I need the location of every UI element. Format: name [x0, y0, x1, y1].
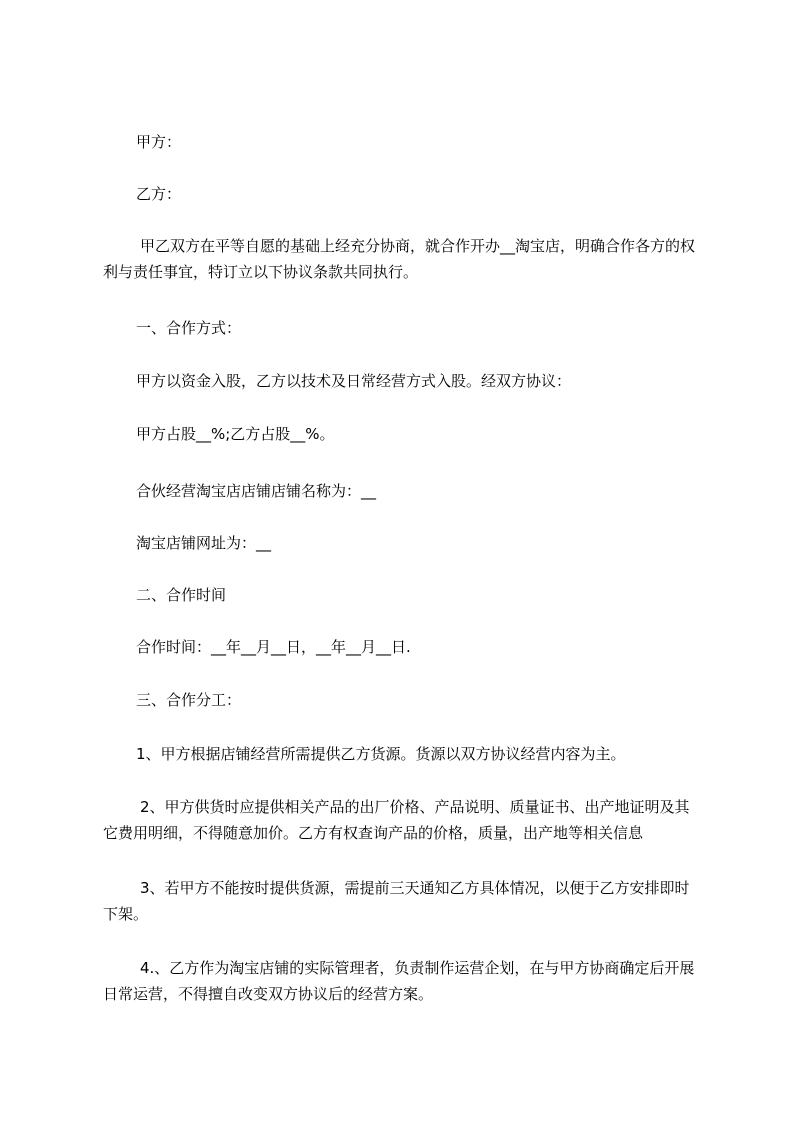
- intro-paragraph: 甲乙双方在平等自愿的基础上经充分协商，就合作开办__淘宝店，明确合作各方的权利与责任事宜，特订立以下协议条款共同执行。: [103, 237, 696, 281]
- section3-item-1: 1、甲方根据店铺经营所需提供乙方货源。货源以双方协议经营内容为主。: [136, 745, 626, 763]
- party-a-line: 甲方：: [136, 133, 182, 151]
- section1-paragraph-2: 甲方占股__%;乙方占股__%。: [136, 425, 335, 443]
- section3-title: 三、合作分工：: [136, 691, 242, 709]
- section1-paragraph-3: 合伙经营淘宝店店铺店铺名称为：__: [136, 482, 377, 500]
- party-b-line: 乙方：: [136, 185, 182, 203]
- section2-paragraph-1: 合作时间：__年__月__日，__年__月__日.: [136, 638, 411, 656]
- section1-paragraph-1: 甲方以资金入股，乙方以技术及日常经营方式入股。经双方协议：: [136, 372, 572, 390]
- section1-paragraph-4: 淘宝店铺网址为：__: [136, 534, 272, 552]
- section3-item-4: 4.、乙方作为淘宝店铺的实际管理者，负责制作运营企划，在与甲方协商确定后开展日常运营，不得擅自改变双方协议后的经营方案。: [103, 959, 695, 1003]
- section3-item-2: 2、甲方供货时应提供相关产品的出厂价格、产品说明、质量证书、出产地证明及其它费用明细，不得随意加价。乙方有权查询产品的价格，质量，出产地等相关信息: [103, 798, 690, 842]
- section3-item-3: 3、若甲方不能按时提供货源，需提前三天通知乙方具体情况，以便于乙方安排即时下架。: [103, 879, 690, 923]
- section1-title: 一、合作方式：: [136, 319, 242, 337]
- section2-title: 二、合作时间: [136, 586, 227, 604]
